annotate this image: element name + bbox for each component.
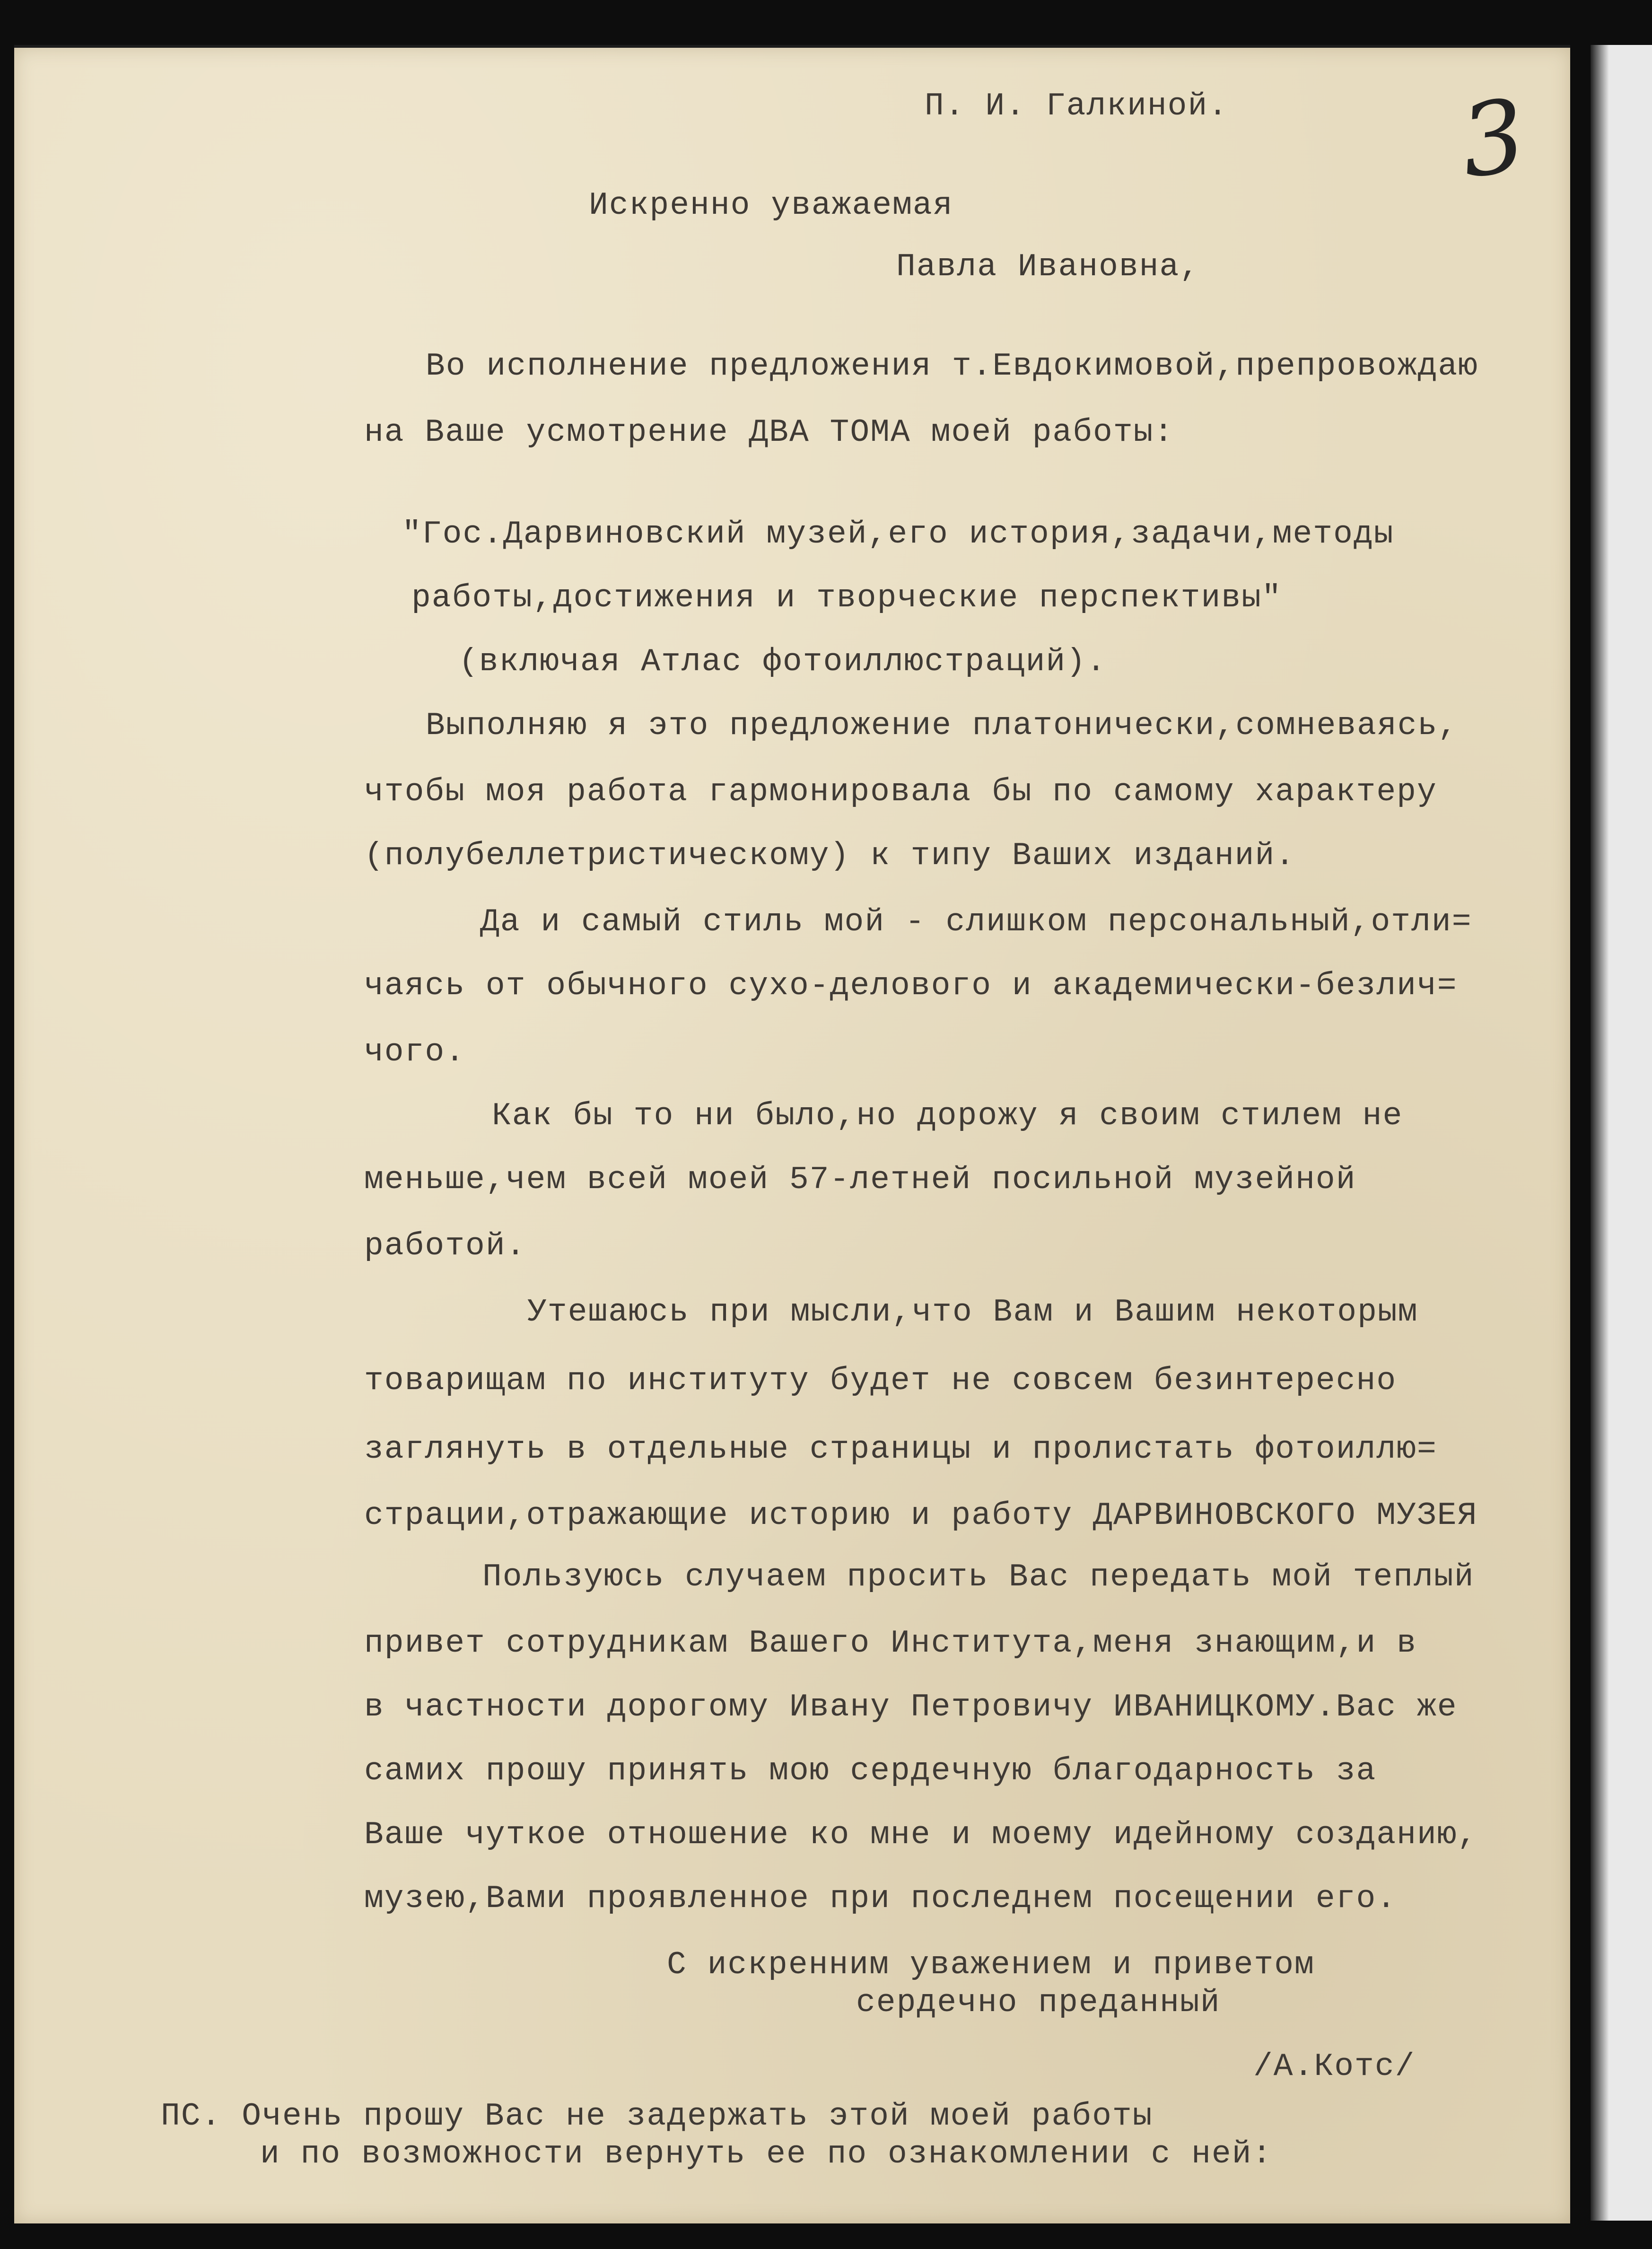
body-line: чого. — [364, 1034, 466, 1070]
body-line: чтобы моя работа гармонировала бы по самому характеру — [364, 774, 1437, 810]
body-line: работой. — [364, 1228, 526, 1264]
body-line: Ваше чуткое отношение ко мне и моему идейному созданию, — [364, 1817, 1478, 1853]
scan-edge — [1591, 45, 1652, 2221]
letter-page — [14, 45, 1570, 2223]
body-line: Во исполнение предложения т.Евдокимовой,препровождаю — [426, 348, 1478, 385]
salutation-line-2: Павла Ивановна, — [896, 249, 1200, 285]
body-line: Пользуюсь случаем просить Вас передать мой теплый — [482, 1559, 1475, 1595]
page-number: 3 — [1453, 77, 1533, 201]
body-line: музею,Вами проявленное при последнем посещении его. — [364, 1881, 1397, 1917]
body-line: на Ваше усмотрение ДВА ТОМА моей работы: — [364, 414, 1174, 451]
body-line: привет сотрудникам Вашего Института,меня знающим,и в — [364, 1625, 1417, 1662]
body-line: самих прошу принять мою сердечную благодарность за — [364, 1753, 1377, 1789]
body-line: Как бы то ни было,но дорожу я своим стилем не — [492, 1098, 1403, 1134]
body-line: чаясь от обычного сухо-делового и академически-безлич= — [364, 968, 1458, 1004]
addressee: П. И. Галкиной. — [925, 88, 1229, 124]
postscript-line-2: и по возможности вернуть ее по ознакомлении с ней: — [260, 2136, 1273, 2172]
body-line: работы,достижения и творческие перспективы" — [411, 580, 1282, 616]
body-line: в частности дорогому Ивану Петровичу ИВАНИЦКОМУ.Вас же — [364, 1689, 1458, 1725]
salutation-line-1: Искренно уважаемая — [589, 187, 953, 224]
body-line: Да и самый стиль мой - слишком персональный,отли= — [480, 904, 1472, 940]
signature: /А.Котс/ — [1253, 2048, 1416, 2085]
body-line: (полубеллетристическому) к типу Ваших изданий. — [364, 838, 1296, 874]
postscript-line-1: ПС. Очень прошу Вас не задержать этой моей работы — [161, 2098, 1153, 2135]
body-line: Утешаюсь при мысли,что Вам и Вашим некоторым — [527, 1294, 1418, 1330]
body-line: (включая Атлас фотоиллюстраций). — [459, 644, 1107, 680]
body-line: меньше,чем всей моей 57-летней посильной музейной — [364, 1162, 1356, 1198]
body-line: страции,отражающие историю и работу ДАРВИНОВСКОГО МУЗЕЯ — [364, 1497, 1478, 1534]
body-line: Выполняю я это предложение платонически,сомневаясь, — [426, 708, 1459, 744]
closing-line-1: С искренним уважением и приветом — [667, 1947, 1315, 1983]
closing-line-2: сердечно преданный — [856, 1985, 1221, 2021]
body-line: товарищам по институту будет не совсем безинтересно — [364, 1363, 1397, 1399]
body-line: "Гос.Дарвиновский музей,его история,задачи,методы — [402, 516, 1394, 552]
body-line: заглянуть в отдельные страницы и пролистать фотоиллю= — [364, 1431, 1437, 1468]
